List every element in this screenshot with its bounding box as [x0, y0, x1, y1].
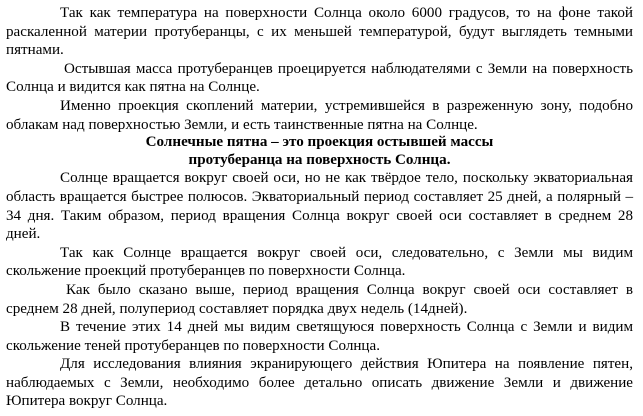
paragraph-5: Так как Солнце вращается вокруг своей оси, следовательно, с Земли мы видим скольжение проекций протуберанцев по поверхности Солнца. [6, 244, 633, 280]
paragraph-8: Для исследования влияния экранирующего действия Юпитера на появление пятен, наблюдаемых с Земли, необходимо более детально описать движение Земли и движение Юпитера вокруг Солнца. [6, 356, 633, 410]
paragraph-1: Так как температура на поверхности Солнца около 6000 градусов, то на фоне такой раскаленной материи протуберанцы, с их меньшей температурой, будут выглядеть темными пятнами. [6, 5, 633, 59]
paragraph-4: Солнце вращается вокруг своей оси, но не как твёрдое тело, поскольку экваториальная область вращается быстрее полюсов. Экваториальный период составляет 25 дней, а полярный – 34 дня. Таким образом, период вращения Солнца вокруг своей оси составляет в среднем 28 дней. [6, 170, 633, 243]
paragraph-2: Остывшая масса протуберанцев проецируется наблюдателями с Земли на поверхность Солнца и видится как пятна на Солнце. [6, 60, 633, 96]
section-heading-line-2: протуберанца на поверхность Солнца [188, 151, 447, 168]
paragraph-6: Как было сказано выше, период вращения Солнца вокруг своей оси составляет в среднем 28 дней, полупериод составляет порядка двух недель (14дней). [6, 281, 633, 317]
section-heading-line-1: Солнечные пятна – это проекция остывшей массы [145, 134, 494, 151]
paragraph-7: В течение этих 14 дней мы видим светящуюся поверхность Солнца с Земли и видим скольжение теней протуберанцев по поверхности Солнца. [6, 319, 633, 354]
section-heading [6, 134, 633, 169]
paragraph-3: Именно проекция скоплений материи, устремившейся в разреженную зону, подобно облакам над поверхностью Земли, и есть таинственные пятна на Солнце. [6, 97, 633, 133]
section-heading-period: . [446, 151, 451, 168]
